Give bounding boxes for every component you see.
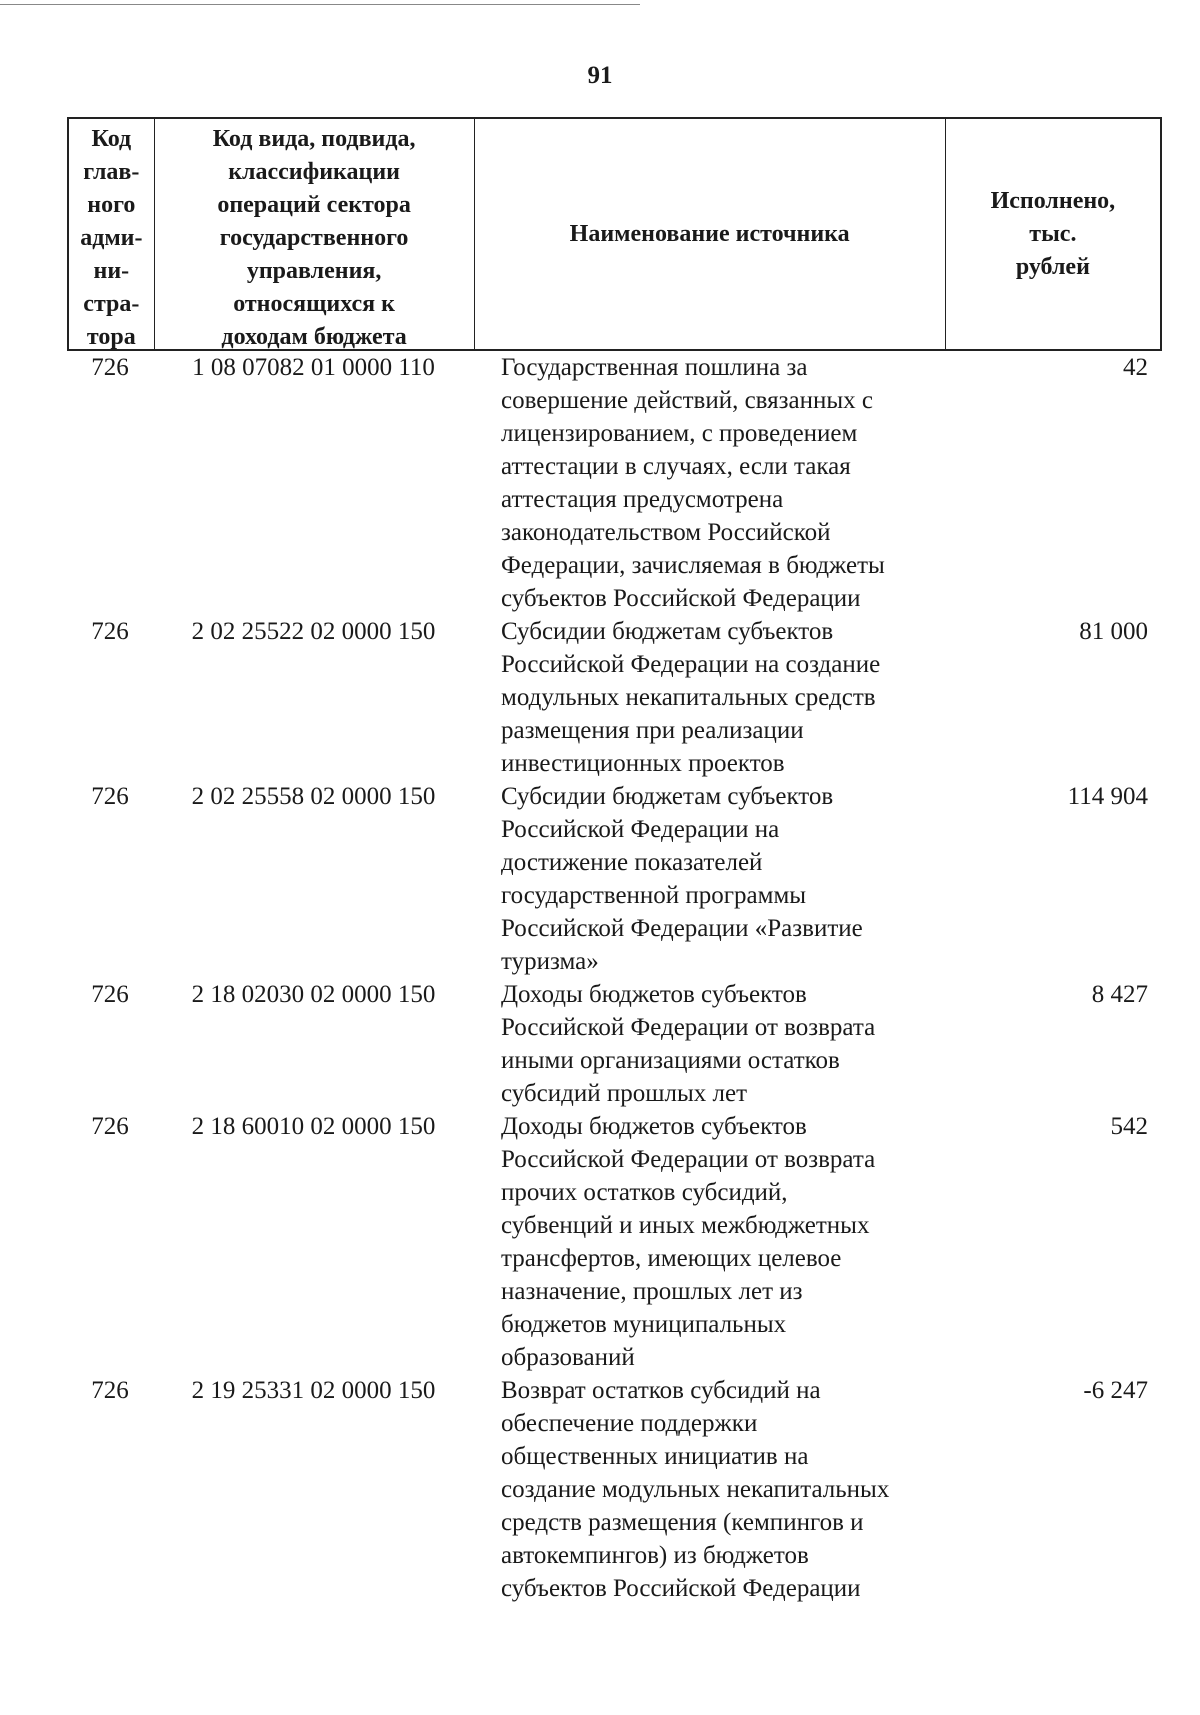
header-executed-label: Исполнено, тыс. рублей [990,187,1116,280]
source-name-cell: Субсидии бюджетам субъектов Российской Федерации на создание модульных некапитальных средств размещения при реализации инвестиционных проектов [501,618,881,777]
scan-border-line [0,4,640,5]
table-body [67,351,1162,1605]
table-row [67,615,1162,780]
executed-value-cell: 8 427 [1091,981,1148,1008]
executed-value-cell: 114 904 [1067,783,1148,810]
table-header [67,117,1162,351]
classification-code-cell: 2 02 25558 02 0000 150 [191,783,436,810]
source-name-cell: Возврат остатков субсидий на обеспечение поддержки общественных инициатив на создание модульных некапитальных средств размещения (кемпингов и автокемпингов) из бюджетов субъектов Российской Федерации [501,1377,890,1602]
classification-code-cell: 2 18 60010 02 0000 150 [191,1113,436,1140]
executed-value-cell: 81 000 [1079,618,1148,645]
header-admin-code: Код глав- ного адми- ни- стра- тора [69,119,155,349]
admin-code-cell: 726 [91,354,129,381]
source-name-cell: Доходы бюджетов субъектов Российской Федерации от возврата иными организациями остатков субсидий прошлых лет [501,981,876,1107]
header-type-code: Код вида, подвида, классификации операций сектора государственного управления, относящихся к доходам бюджета [155,119,475,349]
table-row [67,1110,1162,1374]
header-source-name [475,119,946,349]
page-number: 91 [587,62,613,89]
admin-code-cell: 726 [91,981,129,1008]
admin-code-cell: 726 [91,783,129,810]
admin-code-cell: 726 [91,1377,129,1404]
classification-code-cell: 2 02 25522 02 0000 150 [191,618,436,645]
source-name-cell: Государственная пошлина за совершение действий, связанных с лицензированием, с проведением аттестации в случаях, если такая аттестация предусмотрена законодательством Российской Федерации, зачисляемая в бюджеты субъектов Российской Федерации [501,354,885,612]
admin-code-cell: 726 [91,1113,129,1140]
executed-value-cell: 542 [1110,1113,1148,1140]
table-row [67,978,1162,1110]
classification-code-cell: 2 18 02030 02 0000 150 [191,981,436,1008]
executed-value-cell: 42 [1123,354,1148,381]
classification-code-cell: 2 19 25331 02 0000 150 [191,1377,436,1404]
table-row [67,351,1162,615]
classification-code-cell: 1 08 07082 01 0000 110 [192,354,435,381]
table-row [67,780,1162,978]
table-row [67,1374,1162,1605]
header-source-name-label: Наименование источника [569,220,850,247]
executed-value-cell: -6 247 [1083,1377,1148,1404]
source-name-cell: Доходы бюджетов субъектов Российской Федерации от возврата прочих остатков субсидий, субвенций и иных межбюджетных трансфертов, имеющих целевое назначение, прошлых лет из бюджетов муниципальных образований [501,1113,876,1371]
header-executed [946,119,1160,349]
source-name-cell: Субсидии бюджетам субъектов Российской Федерации на достижение показателей государственной программы Российской Федерации «Развитие туризма» [501,783,863,975]
admin-code-cell: 726 [91,618,129,645]
